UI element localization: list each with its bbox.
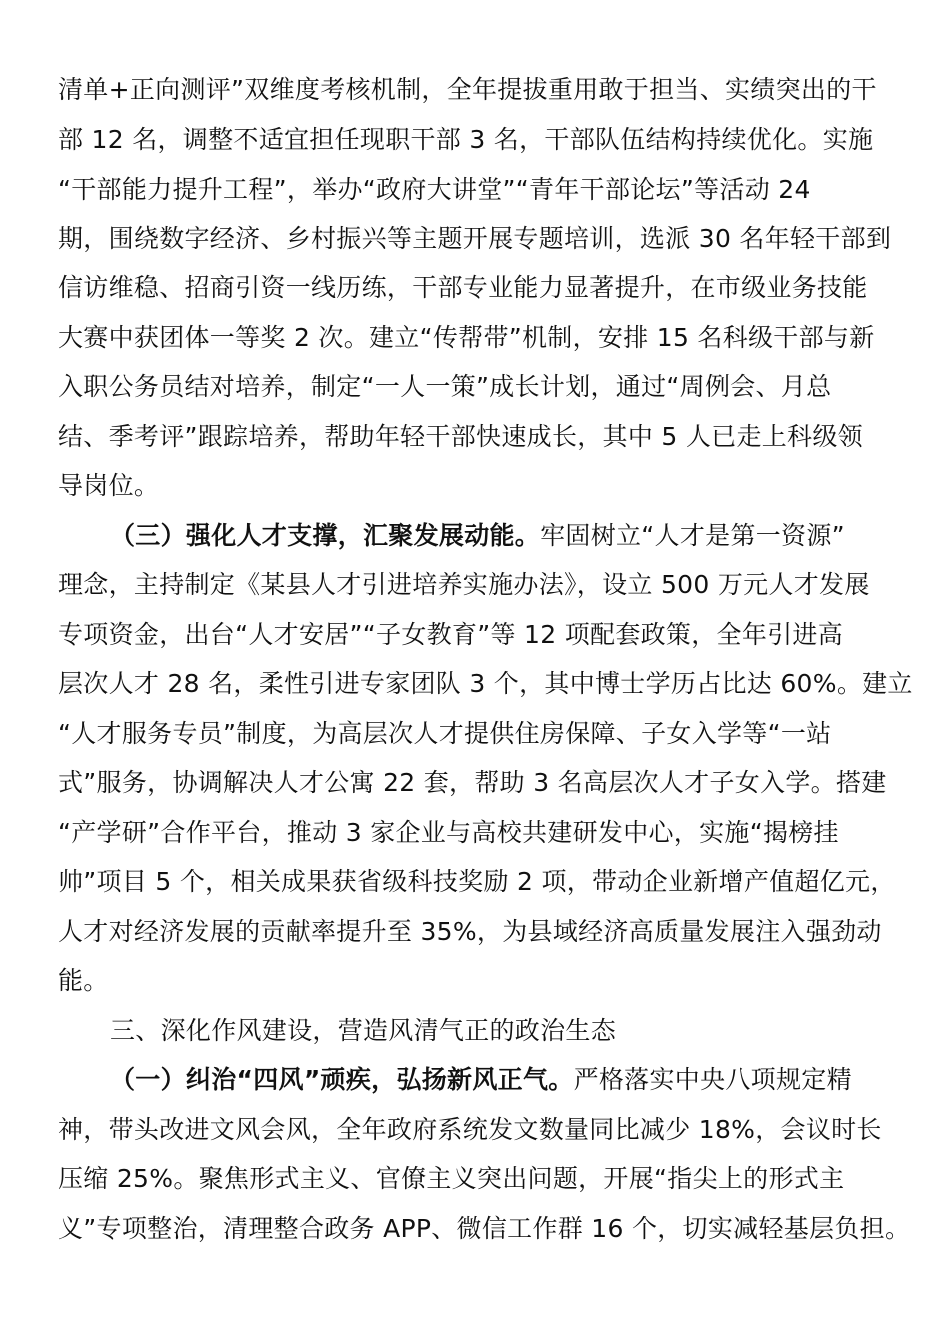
paragraph-1-line: 清单+正向测评”双维度考核机制，全年提拔重用敢于担当、实绩突出的干 [58,75,877,104]
paragraph-3-first-line [110,1062,852,1098]
paragraph-2-line: 层次人才 28 名，柔性引进专家团队 3 个，其中博士学历占比达 60%。建立 [58,669,913,698]
paragraph-2-first-line [110,518,845,554]
paragraph-1-line: “干部能力提升工程”，举办“政府大讲堂”“青年干部论坛”等活动 24 [58,175,811,204]
paragraph-1-line: 期，围绕数字经济、乡村振兴等主题开展专题培训，选派 30 名年轻干部到 [58,224,892,253]
paragraph-2-line: 理念，主持制定《某县人才引进培养实施办法》，设立 500 万元人才发展 [58,570,870,599]
paragraph-1-line: 导岗位。 [58,471,160,500]
paragraph-1-line: 大赛中获团体一等奖 2 次。建立“传帮带”机制，安排 15 名科级干部与新 [58,323,875,352]
paragraph-1-line: 部 12 名，调整不适宜担任现职干部 3 名，干部队伍结构持续优化。实施 [58,125,874,154]
paragraph-1-line: 结、季考评”跟踪培养，帮助年轻干部快速成长，其中 5 人已走上科级领 [58,422,863,451]
paragraph-3-line: 义”专项整治，清理整合政务 APP、微信工作群 16 个，切实减轻基层负担。 [58,1214,911,1243]
paragraph-2-line: 帅”项目 5 个，相关成果获省级科技奖励 2 项，带动企业新增产值超亿元， [58,867,896,896]
paragraph-2-first-line-text: 牢固树立“人才是第一资源” [540,521,845,550]
paragraph-2-line: “产学研”合作平台，推动 3 家企业与高校共建研发中心，实施“揭榜挂 [58,818,839,847]
paragraph-3-first-line-text: 严格落实中央八项规定精 [573,1065,852,1094]
paragraph-2-line: 能。 [58,966,109,995]
paragraph-3-line: 神，带头改进文风会风，全年政府系统发文数量同比减少 18%，会议时长 [58,1115,882,1144]
paragraph-3-heading: （一）纠治“四风”顽疾，弘扬新风正气。 [110,1065,574,1094]
paragraph-2-line: 式”服务，协调解决人才公寓 22 套，帮助 3 名高层次人才子女入学。搭建 [58,768,887,797]
paragraph-2-line: “人才服务专员”制度，为高层次人才提供住房保障、子女入学等“一站 [58,719,832,748]
paragraph-1-line: 入职公务员结对培养，制定“一人一策”成长计划，通过“周例会、月总 [58,372,832,401]
paragraph-1-line: 信访维稳、招商引资一线历练，干部专业能力显著提升，在市级业务技能 [58,273,868,302]
section-3-title: 三、深化作风建设，营造风清气正的政治生态 [110,1016,617,1045]
paragraph-2-heading: （三）强化人才支撑，汇聚发展动能。 [110,521,541,550]
paragraph-2-line: 人才对经济发展的贡献率提升至 35%，为县域经济高质量发展注入强劲动 [58,917,882,946]
paragraph-2-line: 专项资金，出台“人才安居”“子女教育”等 12 项配套政策，全年引进高 [58,620,844,649]
paragraph-3-line: 压缩 25%。聚焦形式主义、官僚主义突出问题，开展“指尖上的形式主 [58,1164,845,1193]
